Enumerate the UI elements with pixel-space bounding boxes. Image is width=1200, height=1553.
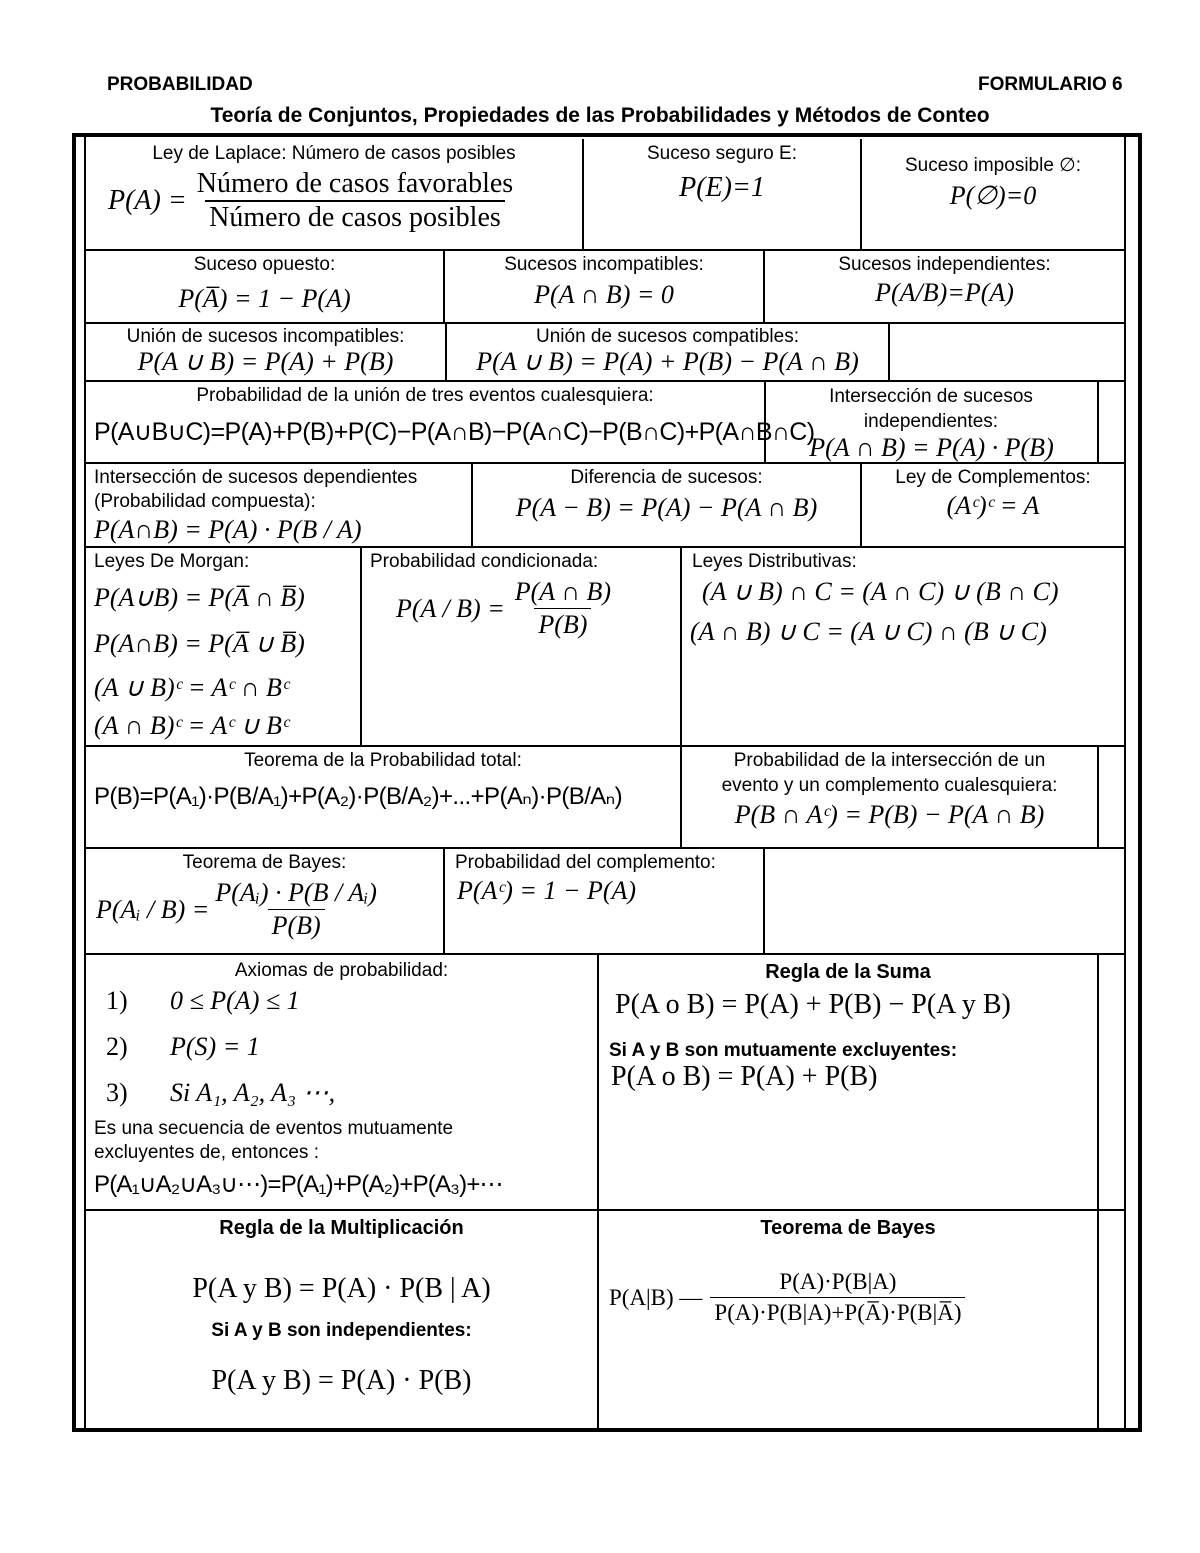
sum-rule-cell: [599, 955, 1097, 1209]
impossible-event-cell: [862, 140, 1124, 249]
col-divider: [1097, 746, 1099, 848]
bayes-theorem-cell: [86, 849, 443, 953]
col-divider: [1097, 954, 1099, 1428]
axiom-1-number: 1): [106, 986, 128, 1015]
laplace-denominator: Número de casos posibles: [205, 200, 505, 234]
sure-event-formula: P(E)=1: [679, 172, 765, 203]
col-divider: [1097, 381, 1099, 463]
intersection-dependent-label: Intersección de sucesos dependientes: [94, 467, 418, 488]
intersection-complement-cell: [682, 747, 1097, 847]
intersection-dependent-cell: [86, 464, 471, 546]
intersection-dependent-formula: P(A∩B) = P(A) · P(B / A): [94, 515, 362, 544]
bayes-theorem-label: Teorema de Bayes:: [182, 852, 347, 873]
conditional-lhs: P(A / B) =: [396, 593, 505, 623]
de-morgan-formula-1: P(A∪B) = P(A̅ ∩ B̅): [94, 583, 305, 612]
axiom-1-formula: 0 ≤ P(A) ≤ 1: [170, 986, 300, 1015]
axiom-3-number: 3): [106, 1078, 128, 1107]
axioms-text-line-2: excluyentes de, entonces :: [94, 1142, 319, 1163]
union-three-label: Probabilidad de la unión de tres eventos cualesquiera:: [196, 385, 654, 406]
laplace-label: Ley de Laplace: Número de casos posibles: [152, 143, 516, 164]
bayes-2-denominator: P(A)·P(B|A)+P(A̅)·P(B|A̅): [710, 1297, 965, 1328]
bayes-theorem-formula: [96, 877, 381, 942]
formulary-number: FORMULARIO 6: [978, 74, 1123, 95]
axioms-cell: [86, 955, 597, 1209]
multiplication-rule-independent-formula: P(A y B) = P(A) · P(B): [211, 1365, 472, 1396]
page-title: Teoría de Conjuntos, Propiedades de las Probabilidades y Métodos de Conteo: [210, 104, 990, 127]
axiom-2-formula: P(S) = 1: [170, 1032, 260, 1061]
independent-events-formula: P(A/B)=P(A): [875, 278, 1014, 307]
incompatible-events-formula: P(A ∩ B) = 0: [534, 280, 674, 309]
de-morgan-label: Leyes De Morgan:: [94, 551, 250, 572]
bayes-fraction: [211, 877, 381, 942]
independent-events-cell: [765, 251, 1124, 322]
difference-cell: [473, 464, 860, 546]
axioms-text-line-1: Es una secuencia de eventos mutuamente: [94, 1118, 454, 1139]
col-divider: [763, 848, 765, 954]
laplace-cell: [86, 140, 582, 249]
intersection-independent-formula: P(A ∩ B) = P(A) · P(B): [809, 433, 1054, 462]
bayes-theorem-2-title: Teorema de Bayes: [760, 1217, 936, 1239]
conditional-formula: [396, 576, 615, 641]
union-incompatible-cell: [86, 324, 445, 380]
bayes-denominator: P(B): [268, 909, 325, 942]
axiom-3-formula: Si A₁, A₂, A₃ ⋯,: [170, 1078, 336, 1107]
opposite-event-label: Suceso opuesto:: [193, 254, 336, 275]
sure-event-label: Suceso seguro E:: [647, 143, 797, 164]
distributive-formula-2: (A ∩ B) ∪ C = (A ∪ C) ∩ (B ∪ C): [690, 617, 1047, 646]
intersection-dependent-sublabel: (Probabilidad compuesta):: [94, 491, 316, 512]
de-morgan-cell: [86, 548, 360, 745]
independent-events-label: Sucesos independientes:: [838, 254, 1051, 275]
bayes-2-fraction: [710, 1267, 965, 1328]
total-probability-formula: P(B)=P(A₁)·P(B/A₁)+P(A₂)·P(B/A₂)+...+P(Aₙ)·P(B/Aₙ): [94, 783, 623, 810]
opposite-event-cell: [86, 251, 443, 322]
multiplication-rule-cell: [86, 1211, 597, 1425]
bayes-theorem-2-formula: [609, 1267, 965, 1328]
subject-header: PROBABILIDAD: [107, 74, 253, 95]
conditional-fraction: [511, 576, 615, 641]
difference-formula: P(A − B) = P(A) − P(A ∩ B): [515, 493, 818, 522]
bayes-theorem-2-cell: [599, 1211, 1097, 1425]
distributive-label: Leyes Distributivas:: [692, 551, 857, 572]
bayes-2-lhs: P(A|B) —: [609, 1284, 703, 1310]
conditional-cell: [362, 548, 680, 745]
intersection-complement-sublabel: evento y un complemento cualesquiera:: [721, 775, 1058, 796]
axioms-label: Axiomas de probabilidad:: [234, 960, 449, 981]
complements-law-formula: (Aᶜ)ᶜ = A: [946, 491, 1040, 520]
incompatible-events-cell: [445, 251, 763, 322]
impossible-event-formula: P(∅)=0: [949, 181, 1037, 210]
intersection-independent-cell: [766, 382, 1097, 462]
laplace-fraction: [193, 168, 517, 234]
laplace-numerator: Número de casos favorables: [196, 168, 514, 199]
de-morgan-formula-4: (A ∩ B)ᶜ = Aᶜ ∪ Bᶜ: [94, 711, 289, 740]
conditional-label: Probabilidad condicionada:: [370, 551, 599, 572]
bayes-numerator: P(Aᵢ) · P(B / Aᵢ): [215, 878, 377, 907]
intersection-complement-formula: P(B ∩ Aᶜ) = P(B) − P(A ∩ B): [734, 800, 1045, 829]
bayes-lhs: P(Aᵢ / B) =: [96, 894, 210, 924]
axiom-2-number: 2): [106, 1032, 128, 1061]
axioms-union-formula: P(A₁∪A₂∪A₃∪⋯)=P(A₁)+P(A₂)+P(A₃)+⋯: [94, 1171, 503, 1198]
total-probability-label: Teorema de la Probabilidad total:: [244, 750, 522, 771]
complement-probability-cell: [445, 849, 763, 953]
de-morgan-formula-2: P(A∩B) = P(A̅ ∪ B̅): [94, 629, 305, 658]
impossible-event-label: Suceso imposible ∅:: [904, 155, 1082, 176]
inner-right-border: [1124, 137, 1126, 1428]
complement-probability-label: Probabilidad del complemento:: [455, 852, 716, 873]
multiplication-rule-title: Regla de la Multiplicación: [219, 1217, 464, 1239]
incompatible-events-label: Sucesos incompatibles:: [504, 254, 704, 275]
complements-law-cell: [862, 464, 1124, 546]
multiplication-rule-condition: Si A y B son independientes:: [211, 1320, 472, 1341]
opposite-event-formula: P(A̅) = 1 − P(A): [178, 284, 351, 313]
laplace-lhs: P(A) =: [108, 185, 187, 216]
union-compatible-label: Unión de sucesos compatibles:: [536, 326, 799, 347]
laplace-formula: [108, 168, 517, 234]
distributive-formula-1: (A ∪ B) ∩ C = (A ∩ C) ∪ (B ∩ C): [702, 577, 1059, 606]
total-probability-cell: [86, 747, 680, 847]
sum-rule-condition: Si A y B son mutuamente excluyentes:: [609, 1040, 958, 1061]
intersection-independent-label: Intersección de sucesos independientes:: [829, 386, 1033, 432]
sum-rule-exclusive-formula: P(A o B) = P(A) + P(B): [611, 1061, 878, 1092]
de-morgan-formula-3: (A ∪ B)ᶜ = Aᶜ ∩ Bᶜ: [94, 673, 289, 702]
complements-law-label: Ley de Complementos:: [895, 467, 1091, 488]
union-compatible-cell: [447, 324, 888, 380]
sum-rule-formula: P(A o B) = P(A) + P(B) − P(A y B): [615, 989, 1011, 1020]
sure-event-cell: [584, 140, 860, 249]
union-incompatible-label: Unión de sucesos incompatibles:: [126, 326, 405, 347]
bayes-2-numerator: P(A)·P(B|A): [779, 1269, 897, 1294]
union-incompatible-formula: P(A ∪ B) = P(A) + P(B): [137, 347, 394, 376]
intersection-complement-label: Probabilidad de la intersección de un: [733, 750, 1046, 771]
conditional-denominator: P(B): [534, 608, 591, 641]
sum-rule-title: Regla de la Suma: [765, 961, 931, 983]
complement-probability-formula: P(Aᶜ) = 1 − P(A): [457, 876, 637, 905]
conditional-numerator: P(A ∩ B): [514, 577, 612, 606]
multiplication-rule-formula: P(A y B) = P(A) · P(B | A): [192, 1273, 491, 1304]
difference-label: Diferencia de sucesos:: [570, 467, 763, 488]
distributive-cell: [682, 548, 1124, 745]
col-divider: [888, 323, 890, 381]
union-compatible-formula: P(A ∪ B) = P(A) + P(B) − P(A ∩ B): [476, 347, 859, 376]
union-three-cell: [86, 382, 815, 462]
union-three-formula: P(A∪B∪C)=P(A)+P(B)+P(C)−P(A∩B)−P(A∩C)−P(B∩C)+P(A∩B∩C): [94, 418, 815, 446]
